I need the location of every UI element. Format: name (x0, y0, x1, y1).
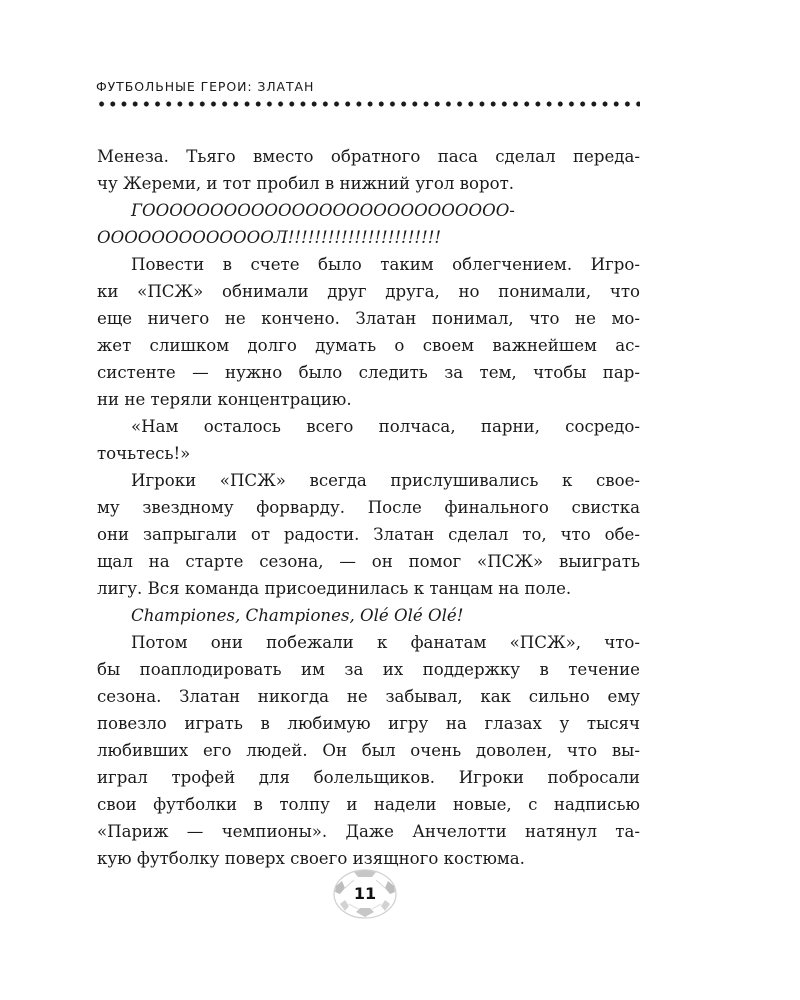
page-folio (332, 868, 398, 920)
page-number: 11 (353, 884, 377, 903)
text-line: лигу. Вся команда присоединилась к танцам на поле. (97, 579, 572, 598)
text-line: систенте — нужно было следить за тем, чтобы пар- (97, 363, 640, 382)
text-line: му звездному форварду. После финального свистка (97, 498, 640, 517)
text-line: Менеза. Тьяго вместо обратного паса сделал переда- (97, 147, 640, 166)
dotted-rule (96, 100, 640, 108)
text-line: сезона. Златан никогда не забывал, как сильно ему (97, 687, 640, 706)
text-line: бы поаплодировать им за их поддержку в течение (97, 660, 640, 679)
body-text (97, 143, 640, 872)
text-line: ни не теряли концентрацию. (97, 390, 352, 409)
running-header: ФУТБОЛЬНЫЕ ГЕРОИ: ЗЛАТАН (96, 79, 315, 94)
text-line: ки «ПСЖ» обнимали друг друга, но понимали, что (97, 282, 640, 301)
text-line: жет слишком долго думать о своем важнейшем ас- (97, 336, 640, 355)
text-line: щал на старте сезона, — он помог «ПСЖ» выиграть (97, 552, 640, 571)
text-line: повезло играть в любимую игру на глазах у тысяч (97, 714, 640, 733)
text-line: Игроки «ПСЖ» всегда прислушивались к свое- (131, 471, 640, 490)
text-line: ОООООООООООООЛ!!!!!!!!!!!!!!!!!!!!!!! (97, 228, 442, 247)
text-line: играл трофей для болельщиков. Игроки побросали (97, 768, 640, 787)
text-line: любивших его людей. Он был очень доволен, что вы- (97, 741, 640, 760)
text-line: еще ничего не кончено. Златан понимал, что не мо- (97, 309, 640, 328)
text-line: Championes, Championes, Olé Olé Olé! (131, 606, 464, 625)
text-line: свои футболки в толпу и надели новые, с надписью (97, 795, 640, 814)
text-line: кую футболку поверх своего изящного костюма. (97, 849, 525, 868)
text-line: ГООООООООООООООООООООООООООО- (131, 201, 515, 220)
text-line: чу Жереми, и тот пробил в нижний угол ворот. (97, 174, 515, 193)
text-line: Повести в счете было таким облегчением. Игро- (131, 255, 640, 274)
text-line: Потом они побежали к фанатам «ПСЖ», что- (131, 633, 640, 652)
text-line: точьтесь!» (97, 444, 191, 463)
text-line: «Нам осталось всего полчаса, парни, сосредо- (131, 417, 640, 436)
text-line: они запрыгали от радости. Златан сделал то, что обе- (97, 525, 640, 544)
text-line: «Париж — чемпионы». Даже Анчелотти натянул та- (97, 822, 640, 841)
